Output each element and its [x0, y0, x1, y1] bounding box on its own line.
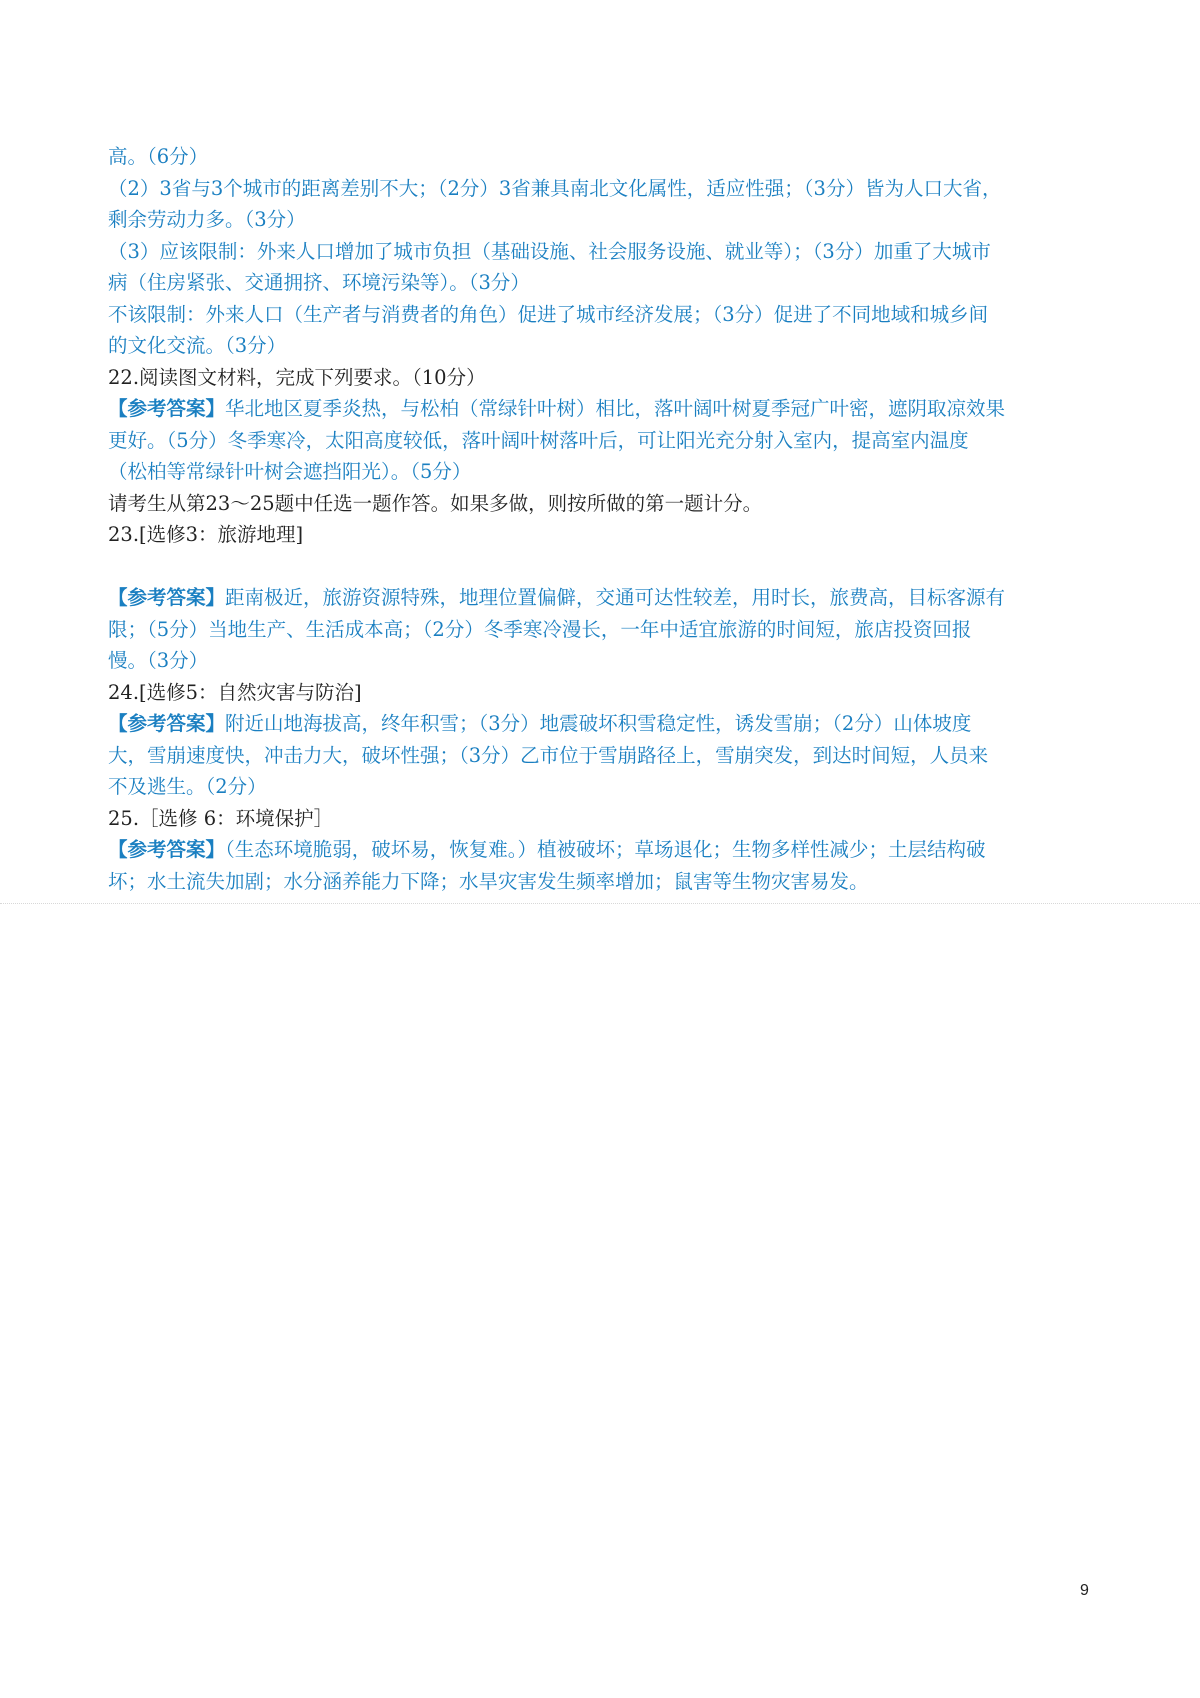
q21-part2-line: 剩余劳动力多。（3分） — [108, 208, 306, 231]
q21-part3-line: 的文化交流。（3分） — [108, 334, 287, 357]
blank-line — [108, 551, 1098, 583]
q21-part2-line: （2）3省与3个城市的距离差别不大；（2分）3省兼具南北文化属性，适应性强；（3分）皆为人口大省， — [108, 176, 1002, 200]
page-number: 9 — [1080, 1582, 1089, 1599]
q25-title: 25.［选修 6：环境保护］ — [108, 806, 334, 830]
q21-part3-line: 不该限制：外来人口（生产者与消费者的角色）促进了城市经济发展；（3分）促进了不同地域和城乡间 — [108, 302, 989, 326]
section-divider — [0, 903, 1200, 904]
q24-answer-line: 不及逃生。（2分） — [108, 775, 267, 798]
answer-label: 【参考答案】 — [108, 838, 226, 861]
answer-label: 【参考答案】 — [108, 397, 226, 420]
elective-instruction: 请考生从第23～25题中任选一题作答。如果多做，则按所做的第一题计分。 — [108, 491, 763, 515]
q23-answer-line: 慢。（3分） — [108, 649, 209, 672]
q22-answer-line: 更好。（5分）冬季寒冷，太阳高度较低，落叶阔叶树落叶后，可让阳光充分射入室内，提高室内温度 — [108, 428, 969, 452]
answer-text: 华北地区夏季炎热，与松柏（常绿针叶树）相比，落叶阔叶树夏季冠广叶密，遮阴取凉效果 — [225, 397, 1006, 420]
q24-answer-line: 大，雪崩速度快，冲击力大，破坏性强；（3分）乙市位于雪崩路径上，雪崩突发，到达时间短，人员来 — [108, 743, 989, 767]
q21-part3-line: 病（住房紧张、交通拥挤、环境污染等）。（3分） — [108, 271, 530, 294]
answer-text: （生态环境脆弱，破坏易，恢复难。）植被破坏；草场退化；生物多样性减少；土层结构破 — [225, 838, 986, 861]
answer-label: 【参考答案】 — [108, 586, 226, 609]
q25-answer-line: 坏；水土流失加剧；水分涵养能力下降；水旱灾害发生频率增加；鼠害等生物灾害易发。 — [108, 869, 869, 893]
answer-content — [108, 141, 1098, 897]
answer-text: 距南极近，旅游资源特殊，地理位置偏僻，交通可达性较差，用时长，旅费高，目标客源有 — [225, 586, 1006, 609]
q21-answer-line: 高。（6分） — [108, 145, 209, 168]
answer-label: 【参考答案】 — [108, 712, 226, 735]
q22-answer-line — [108, 393, 1098, 425]
q22-title: 22.阅读图文材料，完成下列要求。（10分） — [108, 365, 486, 389]
q21-part3-line: （3）应该限制：外来人口增加了城市负担（基础设施、社会服务设施、就业等）；（3分）加重了大城市 — [108, 239, 991, 263]
q22-answer-line: （松柏等常绿针叶树会遮挡阳光）。（5分） — [108, 460, 472, 483]
q25-answer-line — [108, 834, 1098, 866]
answer-text: 附近山地海拔高，终年积雪；（3分）地震破坏积雪稳定性，诱发雪崩；（2分）山体坡度 — [225, 712, 972, 735]
q24-title: 24.[选修5：自然灾害与防治] — [108, 680, 362, 704]
q23-answer-line — [108, 582, 1098, 614]
q23-answer-line: 限；（5分）当地生产、生活成本高；（2分）冬季寒冷漫长，一年中适宜旅游的时间短，旅店投资回报 — [108, 617, 972, 641]
q23-title: 23.[选修3：旅游地理] — [108, 523, 304, 546]
q24-answer-line — [108, 708, 1098, 740]
